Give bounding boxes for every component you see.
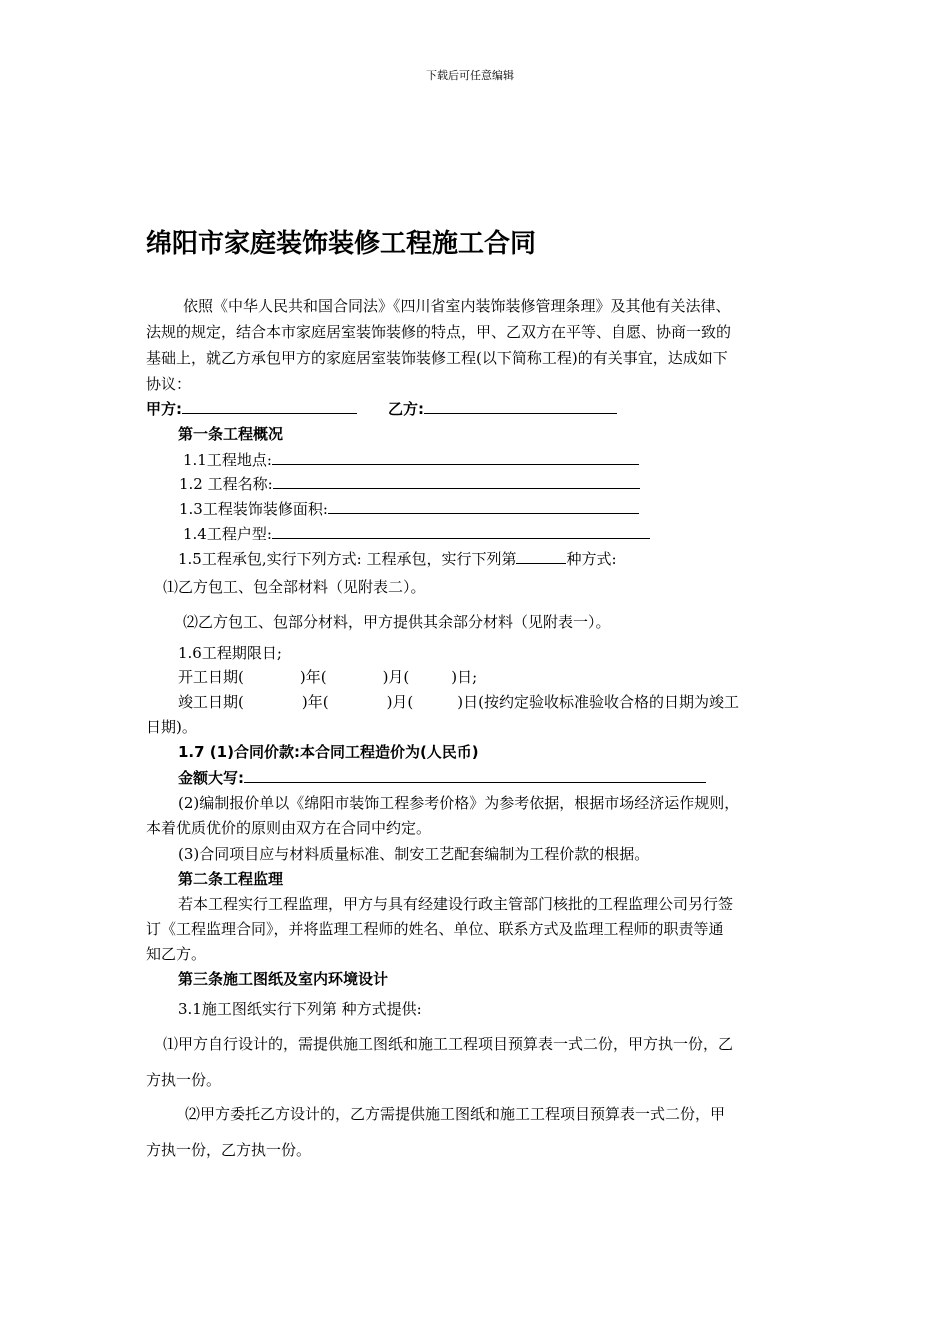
document-title: 绵阳市家庭装饰装修工程施工合同 (146, 229, 537, 259)
drawing-method-line: 3.1施工图纸实行下列第 种方式提供: (178, 1000, 422, 1018)
period-label: 1.6工程期限日; (178, 644, 282, 662)
contract-method-label: 1.5工程承包,实行下列方式: 工程承包，实行下列第 (178, 550, 517, 568)
amount-label: 金额大写: (178, 769, 244, 787)
start-date-label: 开工日期( (178, 668, 244, 686)
option-1: ⑴乙方包工、包全部材料（见附表二）。 (163, 578, 426, 596)
page-header: 下载后可任意编辑 (426, 69, 514, 82)
drawing-option-2-line-1: ⑵甲方委托乙方设计的，乙方需提供施工图纸和施工工程项目预算表一式二份，甲 (185, 1105, 726, 1123)
start-year-label: )年( (299, 668, 327, 686)
article-2-line-1: 若本工程实行工程监理，甲方与具有经建设行政主管部门核批的工程监理公司另行签 (178, 895, 734, 913)
intro-line-4: 协议： (146, 375, 192, 393)
end-date-label: 竣工日期( (178, 693, 244, 711)
end-date-row (178, 692, 739, 712)
intro-line-1: 依照《中华人民共和国合同法》《四川省室内装饰装修管理条理》及其他有关法律、 (183, 297, 731, 315)
project-location-label: 1.1工程地点: (183, 451, 272, 469)
project-area-label: 1.3工程装饰装修面积: (179, 500, 328, 518)
contract-price-line: 1.7 (1)合同价款:本合同工程造价为(人民币) (178, 743, 479, 761)
end-date-cont: 日期)。 (146, 718, 197, 736)
article-3-title: 第三条施工图纸及室内环境设计 (178, 970, 389, 988)
party-a-blank[interactable] (182, 399, 357, 414)
project-location-row (183, 450, 639, 470)
start-date-row (178, 667, 477, 687)
end-month-label: )月( (386, 693, 414, 711)
article-2-line-3: 知乙方。 (146, 945, 207, 963)
clause-3-line: (3)合同项目应与材料质量标准、制安工艺配套编制为工程价款的根据。 (178, 845, 650, 863)
project-location-blank[interactable] (272, 450, 639, 465)
intro-line-3: 基础上，就乙方承包甲方的家庭居室装饰装修工程(以下简称工程)的有关事宜，达成如下 (146, 349, 728, 367)
party-b-blank[interactable] (424, 399, 617, 414)
contract-method-row (178, 549, 617, 569)
party-b-row (388, 399, 617, 419)
clause-2-line-2: 本着优质优价的原则由双方在合同中约定。 (146, 819, 432, 837)
project-name-blank[interactable] (273, 474, 640, 489)
contract-method-suffix: 种方式: (566, 550, 617, 568)
project-name-row (179, 474, 640, 494)
amount-row (178, 768, 706, 788)
drawing-option-2-line-2: 方执一份，乙方执一份。 (146, 1141, 312, 1159)
option-2: ⑵乙方包工、包部分材料，甲方提供其余部分材料（见附表一）。 (183, 613, 611, 631)
start-month-label: )月( (382, 668, 410, 686)
article-2-title: 第二条工程监理 (178, 870, 284, 888)
house-type-row (183, 524, 650, 544)
drawing-option-1-line-2: 方执一份。 (146, 1071, 222, 1089)
project-area-blank[interactable] (328, 499, 639, 514)
end-day-label: )日(按约定验收标准验收合格的日期为竣工 (457, 693, 740, 711)
project-name-label: 1.2 工程名称: (179, 475, 273, 493)
start-day-label: )日; (451, 668, 478, 686)
project-area-row (179, 499, 639, 519)
party-b-label: 乙方: (388, 400, 424, 418)
article-2-line-2: 订《工程监理合同》，并将监理工程师的姓名、单位、联系方式及监理工程师的职责等通 (146, 920, 724, 938)
house-type-blank[interactable] (272, 524, 650, 539)
article-1-title: 第一条工程概况 (178, 425, 284, 443)
drawing-option-1-line-1: ⑴甲方自行设计的，需提供施工图纸和施工工程项目预算表一式二份，甲方执一份，乙 (163, 1035, 734, 1053)
party-a-label: 甲方: (146, 400, 182, 418)
intro-line-2: 法规的规定，结合本市家庭居室装饰装修的特点，甲、乙双方在平等、自愿、协商一致的 (146, 323, 732, 341)
end-year-label: )年( (301, 693, 329, 711)
house-type-label: 1.4工程户型: (183, 525, 272, 543)
party-a-row (146, 399, 357, 419)
contract-method-blank[interactable] (516, 549, 566, 564)
amount-blank[interactable] (244, 768, 706, 783)
clause-2-line-1: (2)编制报价单以《绵阳市装饰工程参考价格》为参考依据，根据市场经济运作规则， (178, 794, 740, 812)
